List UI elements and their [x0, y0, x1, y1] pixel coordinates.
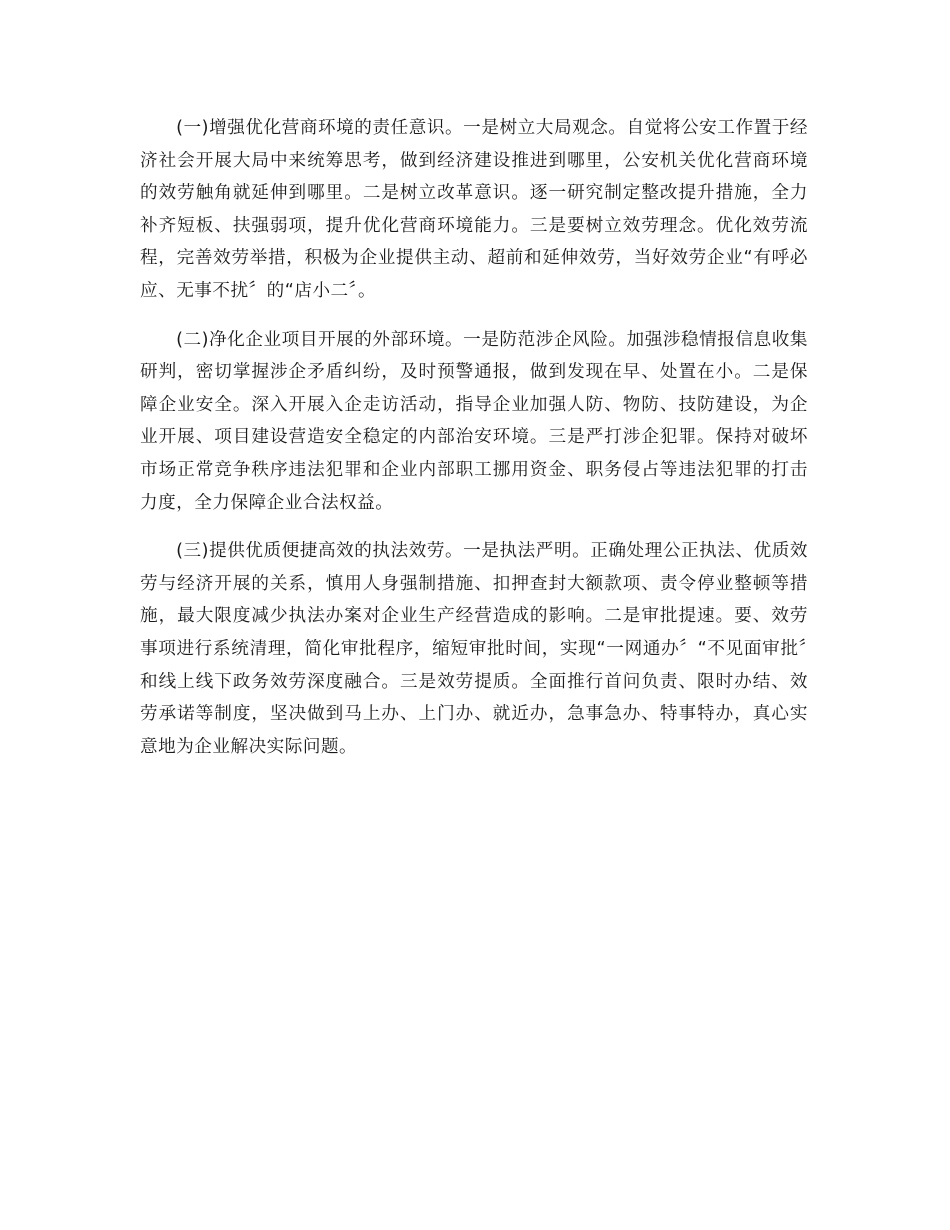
document-body [140, 112, 808, 779]
paragraph-3: (三)提供优质便捷高效的执法效劳。一是执法严明。正确处理公正执法、优质效劳与经济开展的关系，慎用人身强制措施、扣押查封大额款项、责令停业整顿等措施，最大限度减少执法办案对企业生产经营造成的影响。二是审批提速。要、效劳事项进行系统清理，简化审批程序，缩短审批时间，实现“一网通办〞“不见面审批〞和线上线下政务效劳深度融合。三是效劳提质。全面推行首问负责、限时办结、效劳承诺等制度，坚决做到马上办、上门办、就近办，急事急办、特事特办，真心实意地为企业解决实际问题。 [140, 541, 808, 757]
paragraph-1: (一)增强优化营商环境的责任意识。一是树立大局观念。自觉将公安工作置于经济社会开展大局中来统筹思考，做到经济建设推进到哪里，公安机关优化营商环境的效劳触角就延伸到哪里。二是树立改革意识。逐一研究制定整改提升措施，全力补齐短板、扶强弱项，提升优化营商环境能力。三是要树立效劳理念。优化效劳流程，完善效劳举措，积极为企业提供主动、超前和延伸效劳，当好效劳企业“有呼必应、无事不扰〞的“店小二〞。 [140, 118, 808, 301]
paragraph-2: (二)净化企业项目开展的外部环境。一是防范涉企风险。加强涉稳情报信息收集研判，密切掌握涉企矛盾纠纷，及时预警通报，做到发现在早、处置在小。二是保障企业安全。深入开展入企走访活动，指导企业加强人防、物防、技防建设，为企业开展、项目建设营造安全稳定的内部治安环境。三是严打涉企犯罪。保持对破坏市场正常竞争秩序违法犯罪和企业内部职工挪用资金、职务侵占等违法犯罪的打击力度，全力保障企业合法权益。 [140, 329, 808, 513]
